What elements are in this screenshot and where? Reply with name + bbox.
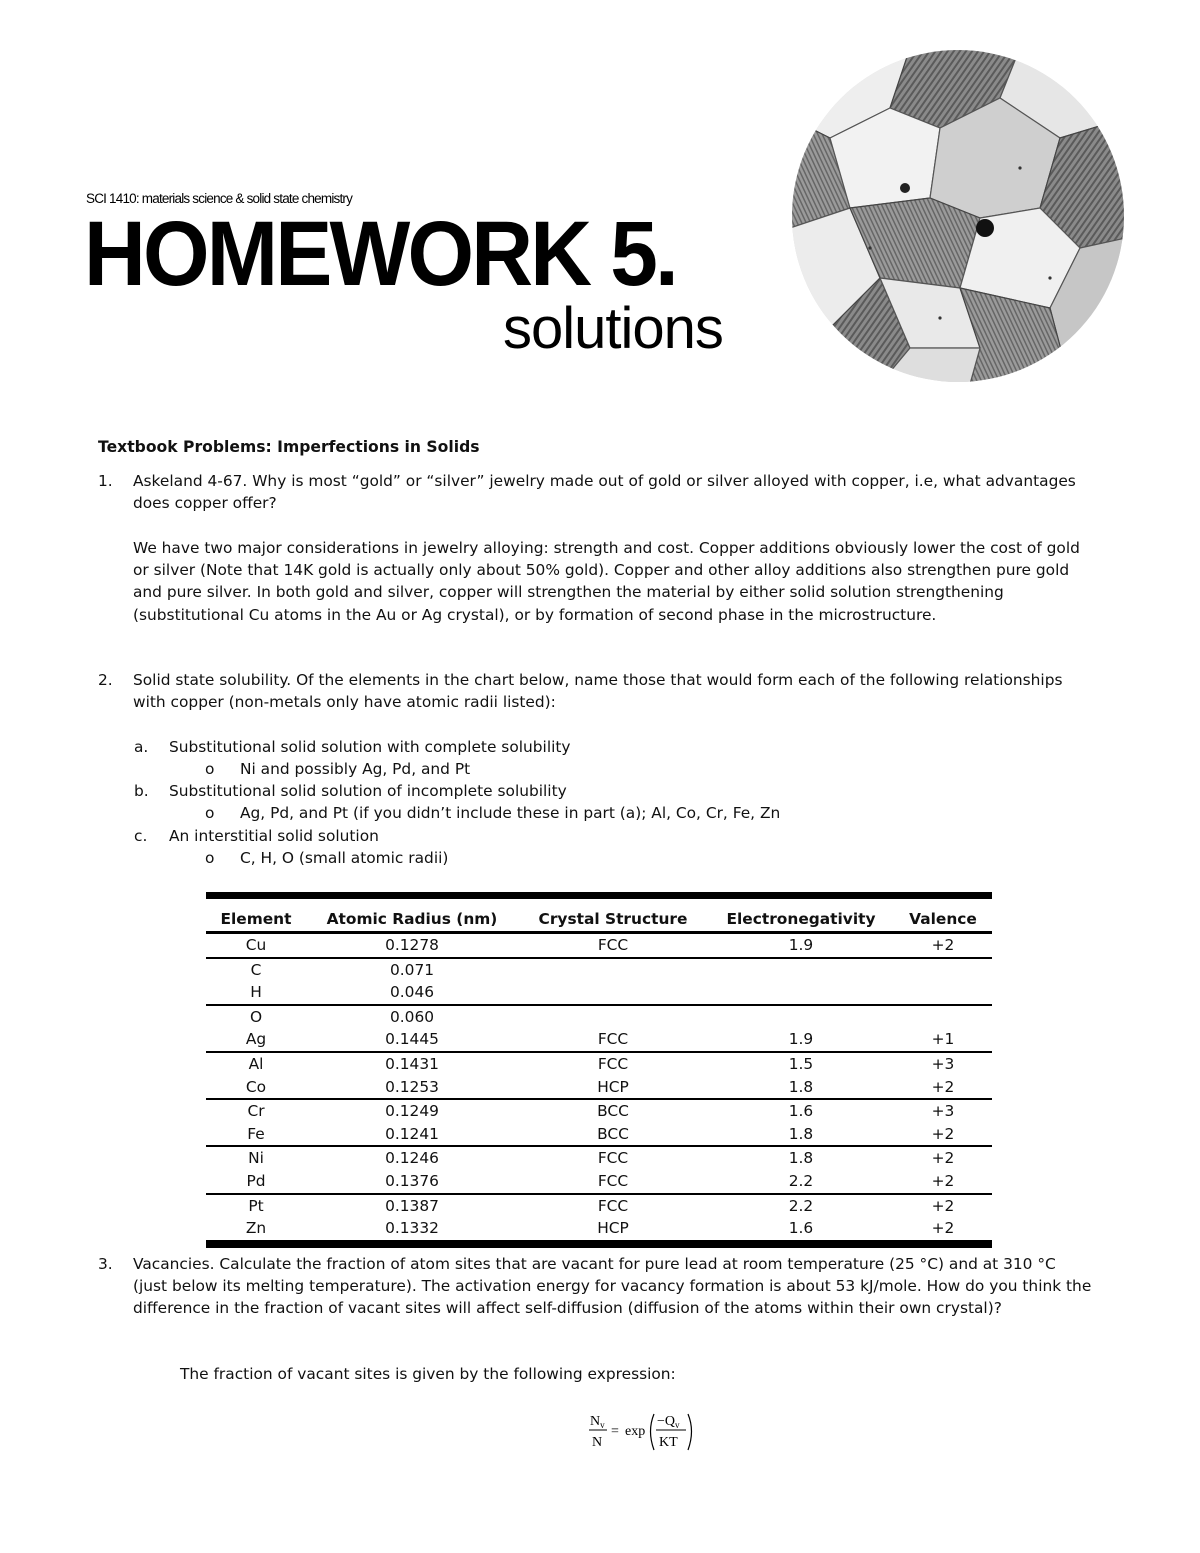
table-cell: Cu — [245, 936, 267, 954]
table-cell: 1.8 — [788, 1077, 814, 1096]
table-cell: +2 — [894, 1217, 992, 1244]
table-cell: +3 — [894, 1099, 992, 1123]
table-cell: Cr — [206, 1099, 306, 1123]
column-header: Atomic Radius (nm) — [306, 896, 518, 933]
table-cell — [894, 958, 992, 982]
table-cell: +2 — [931, 1077, 955, 1096]
table-cell: +2 — [894, 1194, 992, 1218]
part-letter: b. — [134, 782, 149, 800]
table-cell: +2 — [894, 1146, 992, 1170]
vacancy-formula — [588, 1410, 708, 1454]
part-text: An interstitial solid solution — [169, 827, 379, 845]
table-row — [206, 981, 992, 1005]
formula-subscript: v — [675, 1420, 680, 1430]
table-row — [206, 1052, 992, 1076]
table-cell — [518, 958, 708, 982]
table-cell: +1 — [931, 1030, 955, 1049]
table-row — [206, 933, 992, 958]
table-cell: 0.1387 — [306, 1194, 518, 1218]
column-header: Element — [206, 896, 306, 933]
table-header-row — [206, 896, 992, 933]
table-row — [206, 1146, 992, 1170]
answer-text: Ag, Pd, and Pt (if you didn’t include these in part (a); Al, Co, Cr, Fe, Zn — [240, 804, 781, 822]
svg-text:Nv — [590, 1414, 605, 1430]
table-cell — [708, 958, 894, 982]
table-cell: BCC — [518, 1099, 708, 1123]
table-cell: 0.1241 — [385, 1124, 439, 1143]
table-cell: 0.1376 — [385, 1171, 439, 1190]
page-subtitle: solutions — [503, 296, 723, 361]
table-cell: +3 — [894, 1052, 992, 1076]
table-cell: +2 — [931, 936, 955, 954]
table-cell — [518, 981, 708, 1005]
formula-equals: = — [611, 1424, 619, 1439]
element-table — [206, 892, 992, 1248]
page-title: HOMEWORK 5. — [84, 203, 677, 305]
answer-text: Ni and possibly Ag, Pd, and Pt — [240, 760, 471, 778]
table-cell: 0.1332 — [306, 1217, 518, 1244]
table-cell: 1.8 — [708, 1146, 894, 1170]
table-cell: FCC — [518, 1146, 708, 1170]
micrograph-image — [790, 48, 1126, 384]
table-row — [206, 958, 992, 982]
table-cell: 1.8 — [788, 1124, 814, 1143]
table-row — [206, 1217, 992, 1244]
bullet: o — [205, 804, 215, 822]
table-cell: 0.060 — [306, 1005, 518, 1029]
problem-number: 2. — [98, 671, 113, 689]
table-cell: Fe — [247, 1124, 265, 1143]
answer-text: C, H, O (small atomic radii) — [240, 849, 449, 867]
table-cell: 0.1278 — [385, 936, 439, 954]
table-row — [206, 1099, 992, 1123]
table-cell: Ag — [245, 1030, 267, 1049]
expression-lead: The fraction of vacant sites is given by the following expression: — [180, 1365, 676, 1383]
table-cell — [894, 1005, 992, 1029]
table-cell: 0.1249 — [306, 1099, 518, 1123]
part-text: Substitutional solid solution of incomplete solubility — [169, 782, 567, 800]
table-cell: 0.1253 — [385, 1077, 439, 1096]
column-header: Valence — [894, 896, 992, 933]
table-row — [206, 1028, 992, 1052]
table-cell: 1.9 — [788, 936, 814, 954]
table-cell: O — [206, 1005, 306, 1029]
table-cell: Pd — [246, 1171, 266, 1190]
bullet: o — [205, 760, 215, 778]
table-cell: FCC — [597, 936, 629, 954]
formula-lhs-numerator: N — [590, 1414, 601, 1429]
table-cell: 0.1445 — [385, 1030, 439, 1049]
table-row — [206, 1076, 992, 1100]
table-cell: 2.2 — [788, 1171, 814, 1190]
formula-arg-numerator: −Q — [657, 1414, 676, 1429]
problem-number: 1. — [98, 472, 113, 490]
table-cell: FCC — [518, 1194, 708, 1218]
table-cell: FCC — [597, 1030, 629, 1049]
table-cell: HCP — [518, 1217, 708, 1244]
part-letter: a. — [134, 738, 149, 756]
table-cell: Ni — [206, 1146, 306, 1170]
table-cell: 1.5 — [708, 1052, 894, 1076]
table-cell: +2 — [931, 1124, 955, 1143]
table-cell: Al — [206, 1052, 306, 1076]
formula-subscript: v — [600, 1420, 605, 1430]
table-cell — [518, 1005, 708, 1029]
table-cell: Pt — [206, 1194, 306, 1218]
table-row — [206, 1194, 992, 1218]
svg-text:−Qv — [657, 1414, 680, 1430]
formula-lhs-denominator: N — [592, 1435, 603, 1450]
problem-question: Solid state solubility. Of the elements in the chart below, name those that would form each of the following relationships with copper (non-metals only have atomic radii listed): — [133, 671, 1063, 712]
table-cell: FCC — [597, 1171, 629, 1190]
table-cell — [708, 1005, 894, 1029]
table-cell: BCC — [597, 1124, 629, 1143]
part-letter: c. — [134, 827, 148, 845]
table-cell — [708, 981, 894, 1005]
table-row — [206, 1123, 992, 1147]
problem-number: 3. — [98, 1255, 113, 1273]
formula-function: exp — [625, 1424, 646, 1439]
table-cell: H — [250, 983, 262, 1002]
bullet: o — [205, 849, 215, 867]
section-title: Textbook Problems: Imperfections in Solids — [98, 438, 480, 456]
table-cell: 1.9 — [788, 1030, 814, 1049]
problem-answer: We have two major considerations in jewelry alloying: strength and cost. Copper additions obviously lower the cost of gold or silver (Note that 14K gold is actually only about 50% gold). Copper and other alloy additions also strengthen pure gold and pure silver. In both gold and silver, copper will strengthen the material by either solid solution strengthening (substitutional Cu atoms in the Au or Ag crystal), or by formation of second phase in the microstructure. — [133, 539, 1080, 624]
part-text: Substitutional solid solution with complete solubility — [169, 738, 571, 756]
formula-arg-denominator: KT — [659, 1435, 678, 1450]
table-row — [206, 1170, 992, 1194]
table-cell: C — [206, 958, 306, 982]
table-row — [206, 1005, 992, 1029]
table-cell: Co — [245, 1077, 267, 1096]
problem-question: Askeland 4-67. Why is most “gold” or “silver” jewelry made out of gold or silver alloyed with copper, i.e, what advantages does copper offer? — [133, 472, 1076, 513]
table-cell: 0.1431 — [306, 1052, 518, 1076]
column-header: Crystal Structure — [518, 896, 708, 933]
problem-question: Vacancies. Calculate the fraction of atom sites that are vacant for pure lead at room temperature (25 °C) and at 310 °C (just below its melting temperature). The activation energy for vacancy formation is about 53 kJ/mole. How do you think the difference in the fraction of vacant sites will affect self-diffusion (diffusion of the atoms within their own crystal)? — [133, 1255, 1092, 1318]
table-cell: 1.6 — [708, 1217, 894, 1244]
table-cell — [894, 981, 992, 1005]
table-cell: FCC — [518, 1052, 708, 1076]
table-cell: Zn — [206, 1217, 306, 1244]
table-cell: 1.6 — [708, 1099, 894, 1123]
table-cell: HCP — [597, 1077, 629, 1096]
table-cell: 0.1246 — [306, 1146, 518, 1170]
table-cell: 0.071 — [306, 958, 518, 982]
table-cell: 2.2 — [708, 1194, 894, 1218]
table-cell: 0.046 — [389, 983, 435, 1002]
course-name: SCI 1410: materials science & solid state chemistry — [86, 191, 353, 206]
column-header: Electronegativity — [708, 896, 894, 933]
table-cell: +2 — [931, 1171, 955, 1190]
